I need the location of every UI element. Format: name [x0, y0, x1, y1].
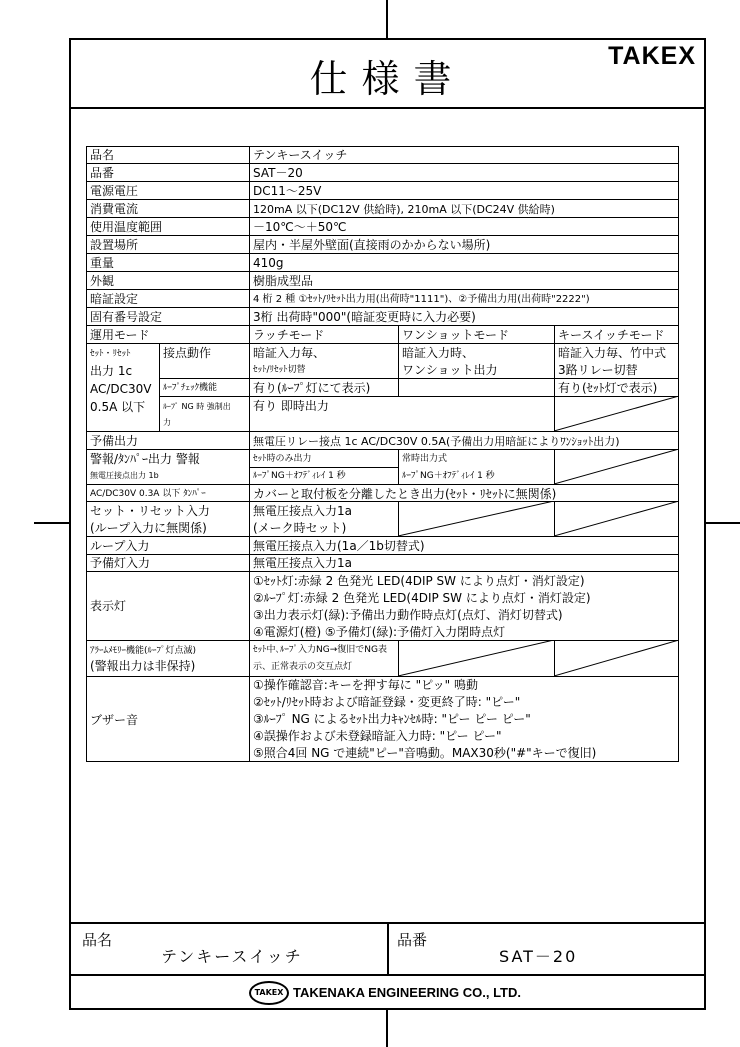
spec-name-value: テンキースイッチ: [253, 148, 348, 162]
spec-place-value: 屋内・半屋外壁面(直接雨のかからない場所): [253, 238, 491, 252]
row-line: [86, 571, 679, 572]
spec-look-label: 外観: [90, 274, 115, 288]
row-line: [86, 199, 679, 200]
alarm-line1: 警報/ﾀﾝﾊﾟｰ出力 警報: [90, 452, 200, 466]
company-name: TAKENAKA ENGINEERING CO., LTD.: [293, 985, 521, 1000]
spec-temp-value: －10℃～＋50℃: [253, 220, 347, 234]
loopcheck-key: 有り(ｾｯﾄ灯で表示): [558, 381, 658, 395]
spec-code-value: 4 桁 2 種 ①ｾｯﾄ/ﾘｾｯﾄ出力用(出荷時"1111")、②予備出力用(出荷時"2222"): [253, 294, 590, 305]
setin-value1: 無電圧接点入力1a: [253, 504, 352, 518]
memory-line1: ｱﾗｰﾑﾒﾓﾘｰ機能(ﾙｰﾌﾟ灯点滅): [90, 646, 197, 656]
spec-temp-label: 使用温度範囲: [90, 220, 163, 234]
spare-label: 予備出力: [90, 434, 139, 448]
buzzer-3: ③ﾙｰﾌﾟ NG によるｾｯﾄ出力ｷｬﾝｾﾙ時: "ピー ピー ピー": [253, 712, 531, 726]
spec-voltage-label: 電源電圧: [90, 184, 139, 198]
diagonal-mark: [554, 501, 679, 536]
row-line: [86, 181, 679, 182]
trim-mark-top: [386, 0, 388, 38]
spec-current-value: 120mA 以下(DC12V 供給時), 210mA 以下(DC24V 供給時): [253, 203, 555, 216]
diagonal-mark: [554, 449, 679, 484]
footer-name-label: 品名: [82, 931, 113, 949]
spec-look-value: 樹脂成型品: [253, 274, 314, 288]
memory-line2: (警報出力は非保持): [90, 659, 196, 673]
brand-logo: TAKEX: [608, 42, 696, 70]
mode-latch: ラッチモード: [253, 328, 325, 342]
trim-mark-bottom: [386, 1010, 388, 1047]
setreset-line3: AC/DC30V: [90, 382, 152, 396]
setreset-line4: 0.5A 以下: [90, 400, 146, 414]
spec-fixed-value: 3桁 出荷時"000"(暗証変更時に入力必要): [253, 310, 476, 324]
loopng-value: 有り 即時出力: [253, 399, 329, 413]
trim-mark-left: [34, 522, 69, 524]
loopcheck-value: 有り(ﾙｰﾌﾟ灯にて表示): [253, 381, 371, 395]
diagonal-mark: [554, 396, 679, 431]
spec-code-label: 暗証設定: [90, 292, 139, 306]
setin-line2: (ループ入力に無関係): [90, 521, 207, 535]
buzzer-label: ブザー音: [90, 713, 139, 727]
diagonal-mark: [398, 640, 554, 676]
contact-latch-2: ｾｯﾄ/ﾘｾｯﾄ切替: [253, 365, 306, 375]
spec-voltage-value: DC11～25V: [253, 184, 322, 198]
spare-value: 無電圧リレー接点 1c AC/DC30V 0.5A(予備出力用暗証によりﾜﾝｼｮｯﾄ出力): [253, 435, 620, 448]
setin-value2: (メーク時セット): [253, 521, 347, 535]
diagonal-mark: [398, 501, 554, 536]
loopng-label-1: ﾙｰﾌﾟ NG 時 強制出: [163, 402, 231, 411]
buzzer-2: ②ｾｯﾄ/ﾘｾｯﾄ時および暗証登録・変更終了時: "ピー": [253, 695, 521, 709]
memory-value2: 示、正常表示の交互点灯: [253, 662, 353, 672]
alarm-b2: ﾙｰﾌﾟNG＋ｵﾌﾃﾞｨﾚｲ 1 秒: [402, 471, 495, 481]
mode-key: キースイッチモード: [558, 328, 665, 342]
spec-weight-value: 410g: [253, 256, 284, 270]
footer-name-value: テンキースイッチ: [161, 947, 303, 966]
trim-mark-right: [706, 522, 740, 524]
row-line: [86, 235, 679, 236]
spec-fixed-label: 固有番号設定: [90, 310, 163, 324]
alarm-a2: ﾙｰﾌﾟNG＋ｵﾌﾃﾞｨﾚｲ 1 秒: [253, 471, 346, 481]
footer-vertical-divider: [387, 922, 389, 976]
contact-latch-1: 暗証入力毎、: [253, 346, 326, 360]
alarm-a1: ｾｯﾄ時のみ出力: [253, 454, 312, 464]
spec-weight-label: 重量: [90, 256, 115, 270]
footer-model-value: SAT－20: [499, 947, 578, 966]
page-title: 仕様書: [309, 57, 466, 101]
contact-label: 接点動作: [163, 346, 212, 360]
alarm-b1: 常時出力式: [402, 454, 448, 464]
row-line: [249, 467, 399, 468]
row-line: [86, 431, 679, 432]
footer-divider-2: [71, 974, 704, 976]
tamper-label: AC/DC30V 0.3A 以下 ﾀﾝﾊﾟｰ: [90, 489, 206, 499]
loopin-label: ループ入力: [90, 539, 150, 553]
row-line: [86, 163, 679, 164]
tamper-value: カバーと取付板を分離したとき出力(ｾｯﾄ・ﾘｾｯﾄに無関係): [253, 487, 557, 501]
buzzer-5: ⑤照合4回 NG で連続"ピー"音鳴動。MAX30秒("#"キーで復旧): [253, 746, 597, 760]
spec-model-label: 品番: [90, 166, 115, 180]
contact-key-1: 暗証入力毎、竹中式: [558, 346, 667, 360]
diagonal-mark: [554, 640, 679, 676]
loopin-value: 無電圧接点入力(1a／1b切替式): [253, 539, 425, 553]
lamp-label: 表示灯: [90, 599, 127, 613]
lamp-3: ③出力表示灯(緑):予備出力動作時点灯(点灯、消灯切替式): [253, 608, 563, 622]
setreset-line2: 出力 1c: [90, 364, 133, 378]
spec-place-label: 設置場所: [90, 238, 139, 252]
row-line: [86, 484, 679, 485]
table-border-top: [86, 146, 679, 147]
company-logo: TAKEX: [249, 981, 289, 1005]
contact-key-2: 3路リレー切替: [558, 363, 638, 377]
sparelamp-value: 無電圧接点入力1a: [253, 556, 352, 570]
contact-oneshot-1: 暗証入力時、: [402, 346, 475, 360]
mode-label: 運用モード: [90, 328, 150, 342]
lamp-2: ②ﾙｰﾌﾟ灯:赤緑 2 色発光 LED(4DIP SW により点灯・消灯設定): [253, 591, 591, 605]
spec-model-value: SAT－20: [253, 166, 303, 180]
spec-current-label: 消費電流: [90, 202, 139, 216]
footer-model-label: 品番: [397, 931, 428, 949]
spec-name-label: 品名: [90, 148, 115, 162]
title-divider: [71, 107, 704, 109]
memory-value1: ｾｯﾄ中､ﾙｰﾌﾟ入力NG→復旧でNG表: [253, 645, 387, 655]
lamp-4: ④電源灯(橙) ⑤予備灯(緑):予備灯入力閉時点灯: [253, 625, 506, 639]
alarm-line2: 無電圧接点出力 1b: [90, 471, 159, 480]
loopng-label-2: 力: [163, 418, 171, 427]
buzzer-4: ④誤操作および未登録暗証入力時: "ピー ピー": [253, 729, 502, 743]
lamp-1: ①ｾｯﾄ灯:赤緑 2 色発光 LED(4DIP SW により点灯・消灯設定): [253, 574, 585, 588]
setreset-line1: ｾｯﾄ・ﾘｾｯﾄ: [90, 349, 131, 359]
sparelamp-label: 予備灯入力: [90, 556, 151, 570]
loopcheck-label: ﾙｰﾌﾟﾁｪｯｸ機能: [163, 383, 218, 393]
mode-oneshot: ワンショットモード: [402, 328, 509, 342]
setin-line1: セット・リセット入力: [90, 504, 210, 518]
row-line: [86, 271, 679, 272]
contact-oneshot-2: ワンショット出力: [402, 363, 498, 377]
buzzer-1: ①操作確認音:キーを押す毎に "ピッ" 鳴動: [253, 678, 478, 692]
row-line: [86, 289, 679, 290]
